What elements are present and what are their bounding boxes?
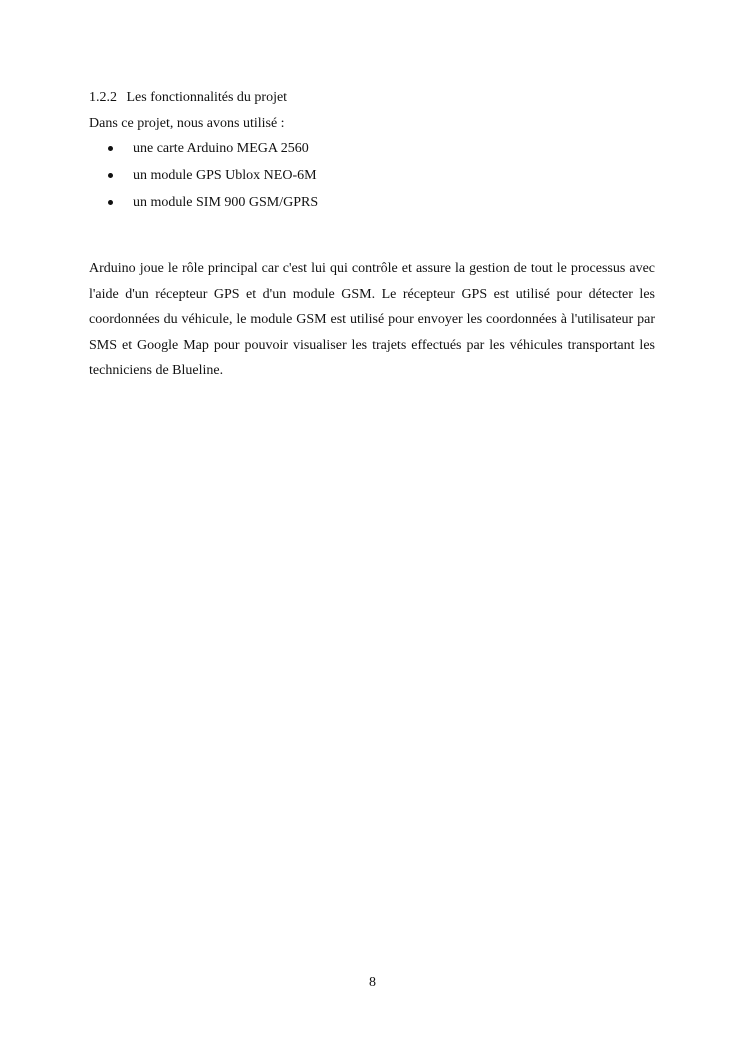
body-paragraph: Arduino joue le rôle principal car c'est lui qui contrôle et assure la gestion de tout le processus avec l'aide d'un récepteur GPS et d'un module GSM. Le récepteur GPS est utilisé pour détecter les coordonnées du véhicule, le module GSM est utilisé pour envoyer les coordonnées à l'utilisateur par SMS et Google Map pour pouvoir visualiser les trajets effectués par les véhicules transportant les techniciens de Blueline. (89, 261, 655, 379)
bullet-icon (108, 200, 113, 205)
list-item-text: une carte Arduino MEGA 2560 (133, 141, 309, 156)
section-heading (89, 89, 287, 107)
list-item-text: un module SIM 900 GSM/GPRS (133, 195, 319, 210)
bullet-icon (108, 173, 113, 178)
list-item-text: un module GPS Ublox NEO-6M (133, 168, 317, 183)
bullet-icon (108, 146, 113, 151)
page-number: 8 (369, 975, 376, 990)
intro-text: Dans ce projet, nous avons utilisé : (89, 116, 285, 131)
section-title: Les fonctionnalités du projet (126, 90, 288, 105)
section-number: 1.2.2 (89, 90, 117, 105)
